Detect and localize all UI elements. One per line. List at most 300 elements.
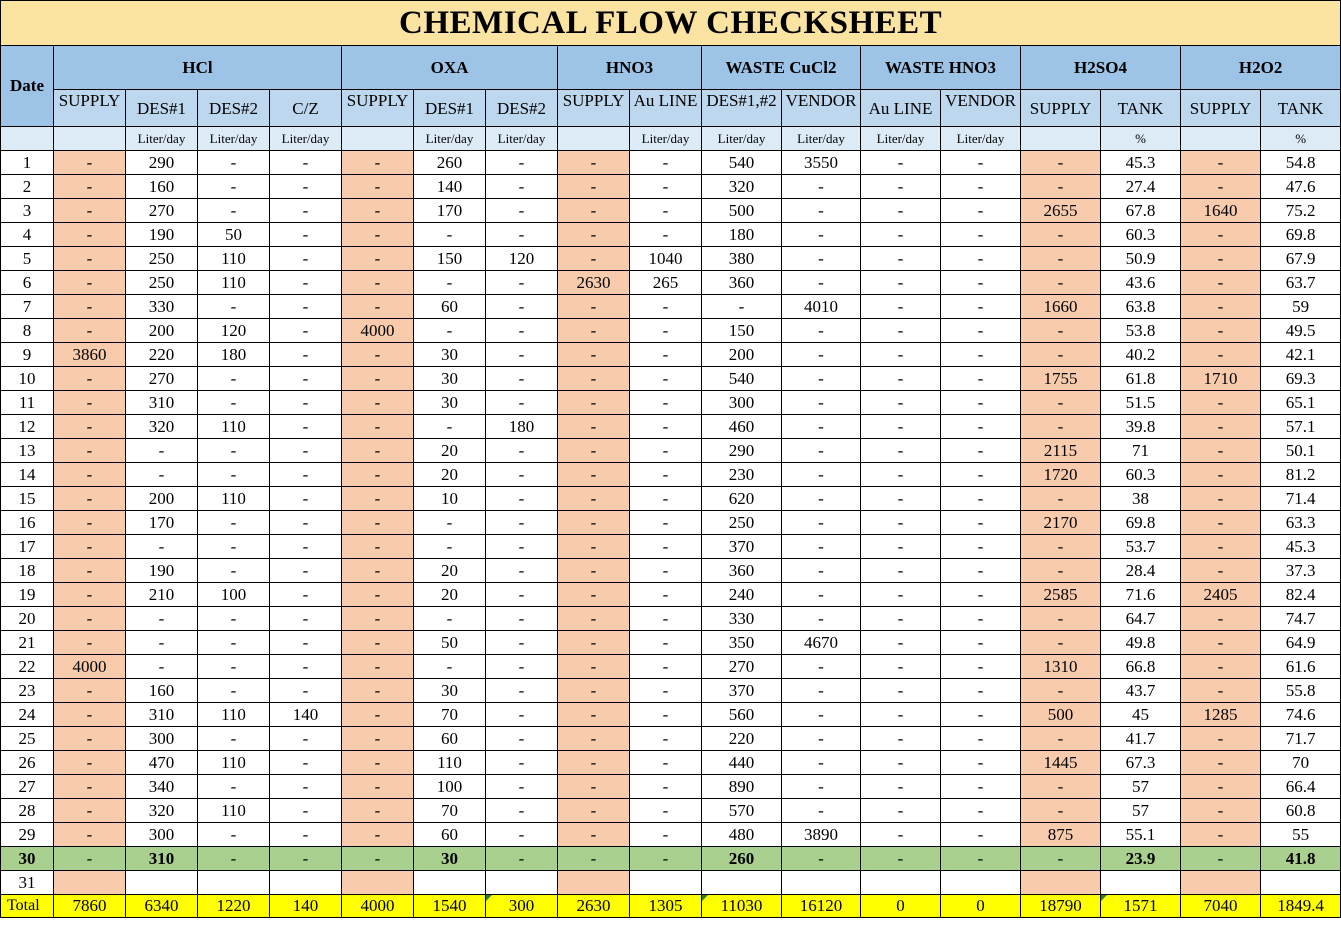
column-header: DES#1 [414,90,486,127]
table-cell: 82.4 [1261,583,1341,607]
table-cell: - [1021,175,1101,199]
table-cell: - [630,463,702,487]
table-cell: 500 [1021,703,1101,727]
table-cell: - [486,751,558,775]
table-cell: - [630,223,702,247]
table-cell: - [54,271,126,295]
table-cell: - [1181,679,1261,703]
table-cell: - [270,751,342,775]
table-cell: - [1181,655,1261,679]
table-cell: - [630,511,702,535]
table-cell: 55.1 [1101,823,1181,847]
table-cell: - [630,391,702,415]
table-cell: - [54,295,126,319]
table-cell: 23.9 [1101,847,1181,871]
table-cell: - [861,151,941,175]
table-cell: - [782,559,861,583]
table-cell: - [861,175,941,199]
table-cell [1021,871,1101,895]
row-date: 11 [1,391,54,415]
table-cell: - [558,727,630,751]
table-cell: - [342,703,414,727]
table-row [1,439,1341,463]
table-cell: - [270,775,342,799]
table-cell: - [270,247,342,271]
row-date: 3 [1,199,54,223]
table-cell: - [486,847,558,871]
table-cell: 20 [414,463,486,487]
column-header: SUPPLY [1181,90,1261,127]
table-cell: - [198,727,270,751]
table-cell: - [861,199,941,223]
table-cell: - [270,799,342,823]
table-cell: - [782,727,861,751]
table-cell: - [54,463,126,487]
table-cell: 265 [630,271,702,295]
table-cell: 75.2 [1261,199,1341,223]
table-cell: - [486,199,558,223]
table-cell: 310 [126,703,198,727]
group-header-waste-hno3: WASTE HNO3 [861,46,1021,90]
table-cell: - [342,751,414,775]
table-cell: - [630,367,702,391]
table-cell: 65.1 [1261,391,1341,415]
table-cell: 30 [414,679,486,703]
table-cell: - [782,607,861,631]
column-header: Au LINE [630,90,702,127]
table-cell: - [486,151,558,175]
table-cell: - [1181,271,1261,295]
table-cell: - [54,631,126,655]
table-cell: 70 [414,703,486,727]
table-cell: 250 [126,271,198,295]
row-date: 10 [1,367,54,391]
table-cell: - [414,535,486,559]
table-cell: 190 [126,559,198,583]
table-cell: 620 [702,487,782,511]
table-cell: - [1181,631,1261,655]
table-cell: 330 [702,607,782,631]
table-cell: - [1021,247,1101,271]
table-cell: - [54,319,126,343]
table-cell: - [486,607,558,631]
table-cell: - [198,439,270,463]
table-cell: - [630,799,702,823]
table-cell: 470 [126,751,198,775]
table-cell: 250 [126,247,198,271]
table-cell: - [270,367,342,391]
table-cell: - [861,511,941,535]
table-cell: - [782,463,861,487]
table-cell: - [270,583,342,607]
table-cell: - [861,631,941,655]
table-cell: - [198,607,270,631]
table-cell: 110 [198,271,270,295]
table-cell: - [941,703,1021,727]
table-cell: - [1181,847,1261,871]
table-cell: - [1181,391,1261,415]
table-cell: - [198,151,270,175]
column-header: SUPPLY [1021,90,1101,127]
table-cell: - [270,607,342,631]
unit-label: % [1101,127,1181,151]
table-cell: - [486,271,558,295]
table-cell: 120 [486,247,558,271]
table-cell: 110 [198,799,270,823]
table-cell: - [941,751,1021,775]
table-cell: - [558,823,630,847]
table-cell: 30 [414,391,486,415]
table-cell: - [54,367,126,391]
table-cell: - [630,583,702,607]
table-cell: - [54,391,126,415]
table-cell: 260 [414,151,486,175]
table-cell [558,871,630,895]
table-cell: 540 [702,151,782,175]
table-cell: - [1181,727,1261,751]
table-cell: - [270,631,342,655]
table-cell: - [558,199,630,223]
table-cell: - [270,319,342,343]
table-cell: 890 [702,775,782,799]
table-cell: - [861,439,941,463]
table-row [1,175,1341,199]
table-cell: - [1181,343,1261,367]
table-cell: - [270,223,342,247]
total-cell: 0 [861,895,941,918]
table-cell: 64.9 [1261,631,1341,655]
table-cell: - [270,823,342,847]
table-cell: - [54,703,126,727]
table-cell: - [782,223,861,247]
column-header: SUPPLY [558,90,630,127]
table-cell: - [630,775,702,799]
total-cell: 16120 [782,895,861,918]
table-cell: - [54,511,126,535]
table-cell: - [1181,415,1261,439]
table-cell: 27.4 [1101,175,1181,199]
table-cell: - [1181,799,1261,823]
table-cell: - [630,415,702,439]
row-date: 25 [1,727,54,751]
table-cell: 47.6 [1261,175,1341,199]
row-date: 24 [1,703,54,727]
table-cell: - [270,415,342,439]
table-cell: - [941,607,1021,631]
table-cell: - [941,295,1021,319]
table-cell: - [270,271,342,295]
table-cell: - [630,319,702,343]
table-cell: - [270,487,342,511]
table-cell: 50 [198,223,270,247]
unit-date-blank [1,127,54,151]
table-cell: - [782,535,861,559]
table-cell [630,871,702,895]
table-row [1,199,1341,223]
table-cell: - [486,487,558,511]
table-cell: 110 [414,751,486,775]
table-cell: - [861,679,941,703]
total-cell: 1849.4 [1261,895,1341,918]
total-cell: 300 [486,895,558,918]
table-cell: - [198,511,270,535]
table-cell: 41.7 [1101,727,1181,751]
table-row [1,631,1341,655]
table-cell: 1660 [1021,295,1101,319]
column-header: DES#2 [198,90,270,127]
total-cell: 1220 [198,895,270,918]
row-date: 17 [1,535,54,559]
table-cell: - [342,391,414,415]
table-cell: - [342,223,414,247]
table-cell: 1640 [1181,199,1261,223]
table-cell: 55.8 [1261,679,1341,703]
table-cell: - [630,535,702,559]
table-cell: - [782,679,861,703]
table-cell: - [861,559,941,583]
table-cell: - [342,511,414,535]
table-row [1,751,1341,775]
group-header-h2so4: H2SO4 [1021,46,1181,90]
table-cell: - [782,583,861,607]
table-cell: - [126,463,198,487]
table-cell: - [1181,151,1261,175]
table-cell: - [558,463,630,487]
table-cell: - [941,655,1021,679]
table-cell: 4010 [782,295,861,319]
table-cell: 63.7 [1261,271,1341,295]
table-cell: - [198,847,270,871]
table-cell: 200 [126,487,198,511]
table-cell: 63.3 [1261,511,1341,535]
table-cell: - [270,151,342,175]
table-cell: - [270,847,342,871]
row-date: 1 [1,151,54,175]
row-date: 27 [1,775,54,799]
unit-label: Liter/day [486,127,558,151]
table-cell: - [342,151,414,175]
table-cell: 180 [702,223,782,247]
date-header: Date [1,46,54,127]
table-cell: - [630,655,702,679]
table-cell: 61.6 [1261,655,1341,679]
table-cell: 110 [198,751,270,775]
table-cell: 50.9 [1101,247,1181,271]
table-cell: 43.6 [1101,271,1181,295]
table-cell: - [342,247,414,271]
table-cell: - [861,727,941,751]
table-cell: 120 [198,319,270,343]
table-cell: - [270,559,342,583]
table-cell: 57 [1101,799,1181,823]
table-cell: - [342,775,414,799]
table-cell: - [342,727,414,751]
table-row [1,247,1341,271]
table-cell: - [1021,559,1101,583]
table-cell: - [198,295,270,319]
table-cell: - [414,319,486,343]
table-row [1,679,1341,703]
table-cell: 360 [702,559,782,583]
table-row [1,607,1341,631]
table-cell: - [126,631,198,655]
table-cell: - [558,343,630,367]
table-cell: - [1021,319,1101,343]
table-cell: 42.1 [1261,343,1341,367]
table-cell: - [941,679,1021,703]
table-cell: 160 [126,679,198,703]
row-date: 4 [1,223,54,247]
table-cell: - [941,511,1021,535]
table-cell: - [342,607,414,631]
group-header-hno3: HNO3 [558,46,702,90]
unit-label: Liter/day [782,127,861,151]
table-cell: - [342,487,414,511]
table-cell: - [414,223,486,247]
table-row [1,319,1341,343]
table-cell: 170 [126,511,198,535]
table-cell: - [558,223,630,247]
table-cell: 3860 [54,343,126,367]
table-cell: 69.8 [1261,223,1341,247]
table-cell: - [861,607,941,631]
table-cell: 320 [126,415,198,439]
table-cell: 540 [702,367,782,391]
table-row [1,415,1341,439]
table-cell: - [1181,295,1261,319]
table-cell: - [342,439,414,463]
table-cell: - [861,295,941,319]
table-cell: - [270,511,342,535]
table-row [1,511,1341,535]
column-header: VENDOR [941,90,1021,127]
table-cell: - [486,343,558,367]
table-cell: - [54,487,126,511]
table-row [1,727,1341,751]
table-cell: 270 [126,367,198,391]
table-cell: - [342,535,414,559]
table-cell: - [941,823,1021,847]
table-cell: - [782,439,861,463]
table-cell: - [558,295,630,319]
table-cell: - [782,847,861,871]
table-cell: - [270,679,342,703]
table-cell: - [1021,631,1101,655]
table-cell: - [630,631,702,655]
table-row [1,871,1341,895]
table-cell: 55 [1261,823,1341,847]
table-cell: - [941,727,1021,751]
table-cell: 60.3 [1101,223,1181,247]
table-row [1,151,1341,175]
table-cell [486,871,558,895]
table-cell: - [342,367,414,391]
table-row [1,223,1341,247]
table-row [1,271,1341,295]
table-cell: - [861,703,941,727]
table-cell: - [861,487,941,511]
table-cell: - [558,679,630,703]
table-cell: 57.1 [1261,415,1341,439]
table-cell: - [486,439,558,463]
column-header: TANK [1261,90,1341,127]
table-cell: - [198,535,270,559]
table-cell: 64.7 [1101,607,1181,631]
table-cell: - [486,319,558,343]
table-cell: 71.7 [1261,727,1341,751]
table-cell: - [558,775,630,799]
table-cell: 160 [126,175,198,199]
table-cell [54,871,126,895]
table-cell: - [54,223,126,247]
row-date: 12 [1,415,54,439]
table-cell: 61.8 [1101,367,1181,391]
table-cell: 570 [702,799,782,823]
table-cell: - [782,247,861,271]
table-cell: - [414,415,486,439]
row-date: 26 [1,751,54,775]
table-cell: - [1021,799,1101,823]
unit-label: Liter/day [270,127,342,151]
table-cell [342,871,414,895]
table-cell: - [342,559,414,583]
table-cell: 300 [126,727,198,751]
table-cell: 1445 [1021,751,1101,775]
table-cell: - [54,415,126,439]
column-header: DES#1 [126,90,198,127]
table-cell: - [630,343,702,367]
table-cell: 60 [414,823,486,847]
table-cell: - [414,511,486,535]
table-cell: - [630,703,702,727]
table-cell: - [126,655,198,679]
table-cell: - [342,175,414,199]
table-cell: - [861,583,941,607]
column-header: VENDOR [782,90,861,127]
table-cell: 20 [414,439,486,463]
table-cell: - [486,535,558,559]
table-cell: - [342,199,414,223]
table-cell: - [782,367,861,391]
table-cell: - [1181,463,1261,487]
table-cell: 320 [702,175,782,199]
table-cell: - [558,559,630,583]
table-cell: 63.8 [1101,295,1181,319]
unit-label: Liter/day [126,127,198,151]
table-cell: - [1181,823,1261,847]
table-cell: 2405 [1181,583,1261,607]
table-cell: - [630,175,702,199]
row-date: 28 [1,799,54,823]
table-cell: 43.7 [1101,679,1181,703]
table-cell: 37.3 [1261,559,1341,583]
table-cell: - [1181,775,1261,799]
table-cell: 220 [702,727,782,751]
table-cell: 20 [414,583,486,607]
table-cell: - [941,271,1021,295]
table-cell: - [941,439,1021,463]
table-cell: 30 [414,343,486,367]
table-cell: 1720 [1021,463,1101,487]
total-label: Total [1,895,54,918]
table-cell: 150 [414,247,486,271]
unit-label: Liter/day [941,127,1021,151]
table-cell: 70 [414,799,486,823]
row-date: 6 [1,271,54,295]
table-cell: - [486,799,558,823]
table-cell: 54.8 [1261,151,1341,175]
table-cell: - [558,319,630,343]
